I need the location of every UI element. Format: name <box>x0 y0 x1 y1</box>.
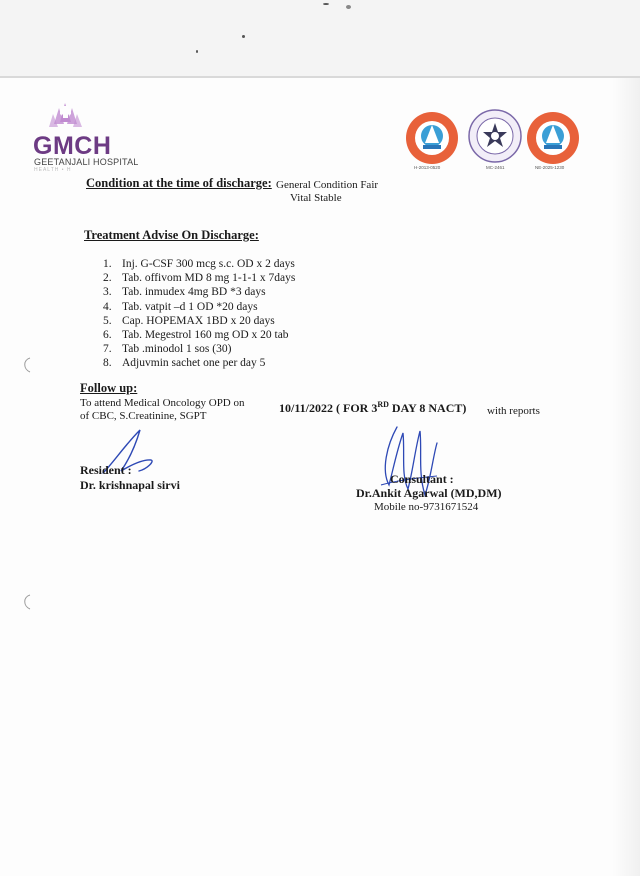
seal-caption: H-2013-0520 <box>414 165 441 170</box>
list-item: 5. Cap. HOPEMAX 1BD x 20 days <box>103 314 275 327</box>
scan-speck <box>196 50 198 53</box>
condition-label: Condition at the time of discharge: <box>86 176 272 190</box>
nabl-seal-icon <box>468 109 522 163</box>
logo-wordmark: GMCH <box>33 132 112 160</box>
follow-up-heading: Follow up: <box>80 381 138 395</box>
seal-caption: MC-2461 <box>486 165 505 170</box>
follow-up-line-2: of CBC, S.Creatinine, SGPT <box>80 410 207 422</box>
follow-up-line-1: To attend Medical Oncology OPD on <box>80 397 245 409</box>
consultant-name: Dr.Ankit Agarwal (MD,DM) <box>356 486 502 500</box>
page-edge <box>0 76 640 78</box>
condition-line-1: General Condition Fair <box>276 179 379 191</box>
resident-name: Dr. krishnapal sirvi <box>80 478 180 492</box>
seal-caption: NE-2025-1230 <box>535 165 565 170</box>
scan-speck <box>323 3 329 5</box>
scan-speck <box>346 5 351 9</box>
treatment-heading: Treatment Advise On Discharge: <box>84 228 259 242</box>
list-item: 3. Tab. inmudex 4mg BD *3 days <box>103 286 266 299</box>
scan-background <box>0 0 640 78</box>
punch-mark <box>20 593 34 611</box>
consultant-mobile: Mobile no-9731671524 <box>374 501 479 513</box>
list-item: 1. Inj. G-CSF 300 mcg s.c. OD x 2 days <box>103 258 295 270</box>
hospital-name: GEETANJALI HOSPITAL <box>34 157 139 167</box>
resident-label: Resident : <box>80 463 132 477</box>
list-item: 4. Tab. vatpit –d 1 OD *20 days <box>103 300 258 313</box>
nabh-seal-icon <box>526 111 580 165</box>
consultant-label: Consultant : <box>390 472 454 486</box>
follow-up-date: 10/11/2022 ( FOR 3RD DAY 8 NACT) <box>279 400 467 415</box>
list-item: 8. Adjuvmin sachet one per day 5 <box>103 357 266 370</box>
condition-line-2: Vital Stable <box>290 192 342 204</box>
list-item: 2. Tab. offivom MD 8 mg 1-1-1 x 7days <box>103 272 296 285</box>
follow-up-with-reports: with reports <box>487 405 540 417</box>
scan-speck <box>242 35 245 38</box>
punch-mark <box>20 356 34 374</box>
treatment-list <box>103 257 295 371</box>
list-item: 6. Tab. Megestrol 160 mg OD x 20 tab <box>103 328 289 341</box>
nabh-seal-icon <box>405 111 459 165</box>
list-item: 7. Tab .minodol 1 sos (30) <box>103 343 232 356</box>
page-shadow <box>612 78 640 876</box>
hospital-tagline: HEALTH • H <box>34 167 72 173</box>
